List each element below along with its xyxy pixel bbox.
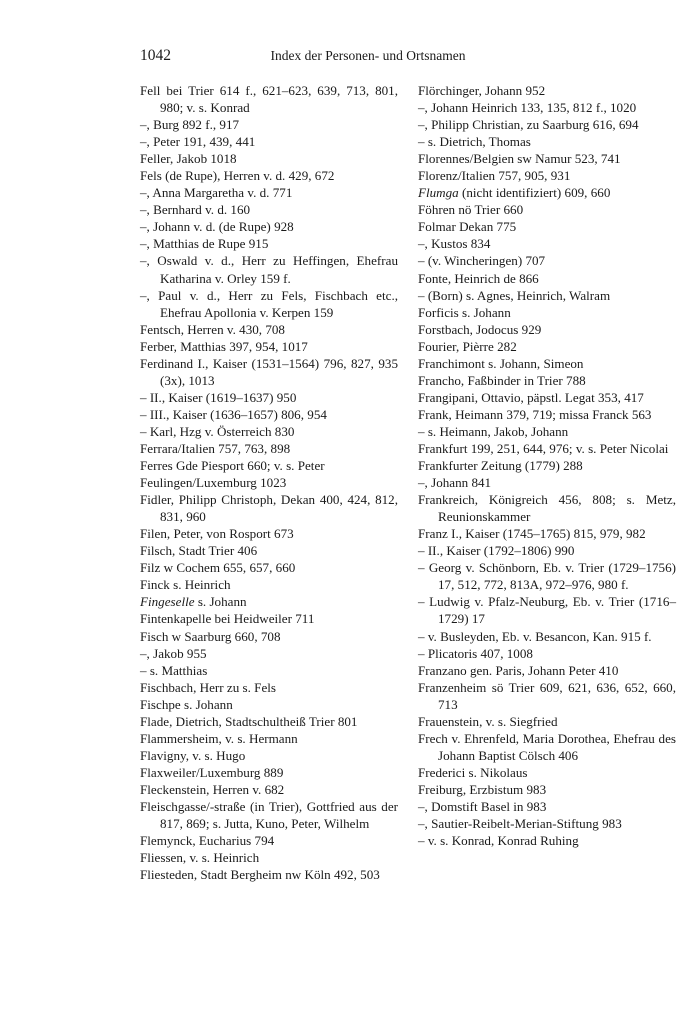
- index-entry: [140, 747, 398, 764]
- index-entry: [140, 406, 398, 423]
- index-entry-text: Fidler, Philipp Christoph, Dekan 400, 424, 812, 831, 960: [140, 492, 398, 525]
- index-entry: [418, 798, 676, 815]
- index-entry: [418, 593, 676, 627]
- index-entry-text: Freiburg, Erzbistum 983: [418, 781, 547, 797]
- index-entry: [418, 406, 676, 423]
- index-entry-text: –, Anna Margaretha v. d. 771: [140, 185, 293, 201]
- index-entry-text: – (v. Wincheringen) 707: [418, 253, 546, 269]
- index-entry: [418, 457, 676, 474]
- index-entry-text: Fischbach, Herr zu s. Fels: [140, 679, 277, 695]
- index-entry: [140, 832, 398, 849]
- index-entry: [418, 133, 676, 150]
- index-entry-text: Frank, Heimann 379, 719; missa Franck 563: [418, 406, 652, 422]
- index-entry-text: Franzenheim sö Trier 609, 621, 636, 652, 660, 713: [418, 679, 676, 712]
- index-entry: [140, 542, 398, 559]
- index-entry: [418, 662, 676, 679]
- page-number: 1042: [140, 47, 171, 64]
- index-entry: [140, 201, 398, 218]
- index-entry: [418, 645, 676, 662]
- index-entry-text: Fischpe s. Johann: [140, 696, 233, 712]
- index-entry: [418, 423, 676, 440]
- index-entry-text: Fliessen, v. s. Heinrich: [140, 850, 260, 866]
- index-entry: [140, 457, 398, 474]
- index-entry: [140, 218, 398, 235]
- index-entry-text: Feulingen/Luxemburg 1023: [140, 475, 287, 491]
- index-entry-text: Fleckenstein, Herren v. 682: [140, 781, 285, 797]
- index-entry-text: Forficis s. Johann: [418, 304, 511, 320]
- index-entry-text: Frangipani, Ottavio, päpstl. Legat 353, 417: [418, 389, 644, 405]
- index-entry: [140, 474, 398, 491]
- index-entry: [418, 679, 676, 713]
- index-entry-text: Franchimont s. Johann, Simeon: [418, 355, 584, 371]
- index-entry: [140, 679, 398, 696]
- index-entry: [418, 82, 676, 99]
- index-entry-text: – III., Kaiser (1636–1657) 806, 954: [140, 406, 327, 422]
- index-entry-text: s. Johann: [194, 594, 247, 610]
- index-entry: [418, 218, 676, 235]
- index-entry-italic-term: Flumga: [418, 185, 459, 201]
- index-entry: [418, 491, 676, 525]
- index-column-right: [418, 82, 676, 849]
- index-entry-text: – Ludwig v. Pfalz-Neuburg, Eb. v. Trier (1716–1729) 17: [418, 594, 676, 627]
- index-entry: [418, 116, 676, 133]
- index-entry-text: Forstbach, Jodocus 929: [418, 321, 542, 337]
- index-entry: [140, 730, 398, 747]
- index-entry: [418, 559, 676, 593]
- index-entry: [140, 713, 398, 730]
- index-entry: [140, 82, 398, 116]
- index-entry-text: Florennes/Belgien sw Namur 523, 741: [418, 151, 621, 167]
- index-entry-text: – II., Kaiser (1792–1806) 990: [418, 543, 575, 559]
- index-entry: [140, 576, 398, 593]
- index-entry: [418, 150, 676, 167]
- index-entry: [418, 764, 676, 781]
- index-entry-text: Filz w Cochem 655, 657, 660: [140, 560, 296, 576]
- index-entry-text: –, Bernhard v. d. 160: [140, 202, 251, 218]
- index-entry-text: Flörchinger, Johann 952: [418, 83, 546, 98]
- index-entry-text: Frech v. Ehrenfeld, Maria Dorothea, Ehefrau des Johann Baptist Cölsch 406: [418, 730, 676, 763]
- index-entry: [418, 525, 676, 542]
- index-entry: [140, 440, 398, 457]
- index-entry-text: – Plicatoris 407, 1008: [418, 645, 533, 661]
- index-entry-text: Franzano gen. Paris, Johann Peter 410: [418, 662, 619, 678]
- index-entry: [140, 645, 398, 662]
- index-entry-text: Frankreich, Königreich 456, 808; s. Metz, Reunionskammer: [418, 492, 676, 525]
- index-entry: [418, 730, 676, 764]
- index-entry-text: Flaxweiler/Luxemburg 889: [140, 764, 284, 780]
- index-entry-text: Ferrara/Italien 757, 763, 898: [140, 440, 291, 456]
- index-entry: [140, 662, 398, 679]
- index-entry-text: Frankfurt 199, 251, 644, 976; v. s. Peter Nicolai: [418, 440, 669, 456]
- index-entry: [418, 338, 676, 355]
- index-entry-text: –, Johann 841: [418, 475, 492, 491]
- index-entry-text: – Georg v. Schönborn, Eb. v. Trier (1729–1756) 17, 512, 772, 813A, 972–976, 980 f.: [418, 560, 676, 593]
- index-entry: [140, 696, 398, 713]
- index-entry-text: Filen, Peter, von Rosport 673: [140, 526, 294, 542]
- index-entry-text: Flemynck, Eucharius 794: [140, 833, 275, 849]
- index-entry: [140, 287, 398, 321]
- index-entry-text: Ferdinand I., Kaiser (1531–1564) 796, 827, 935 (3x), 1013: [140, 355, 398, 388]
- index-entry: [418, 321, 676, 338]
- index-entry: [418, 355, 676, 372]
- index-entry-text: – v. s. Konrad, Konrad Ruhing: [418, 833, 579, 849]
- index-entry: [418, 167, 676, 184]
- index-entry-text: Ferber, Matthias 397, 954, 1017: [140, 338, 308, 354]
- index-entry-text: – s. Matthias: [140, 662, 208, 678]
- index-entry-text: Finck s. Heinrich: [140, 577, 231, 593]
- index-entry: [418, 542, 676, 559]
- index-column-left: [140, 82, 398, 883]
- index-entry-text: Francho, Faßbinder in Trier 788: [418, 372, 586, 388]
- index-entry-text: – Karl, Hzg v. Österreich 830: [140, 423, 295, 439]
- index-entry: [418, 389, 676, 406]
- index-entry: [418, 270, 676, 287]
- running-title: Index der Personen- und Ortsnamen: [270, 48, 466, 63]
- index-entry-text: Fels (de Rupe), Herren v. d. 429, 672: [140, 168, 335, 184]
- index-entry-text: Feller, Jakob 1018: [140, 151, 237, 167]
- index-entry-text: Ferres Gde Piesport 660; v. s. Peter: [140, 458, 325, 474]
- index-entry-text: –, Burg 892 f., 917: [140, 117, 240, 133]
- index-entry: [418, 815, 676, 832]
- index-entry: [418, 372, 676, 389]
- index-entry: [418, 99, 676, 116]
- index-entry-text: Frederici s. Nikolaus: [418, 764, 528, 780]
- index-entry-text: Frankfurter Zeitung (1779) 288: [418, 458, 583, 474]
- index-entry: [418, 628, 676, 645]
- index-entry: [140, 150, 398, 167]
- index-entry: [418, 184, 676, 201]
- index-entry-text: Fell bei Trier 614 f., 621–623, 639, 713, 801, 980; v. s. Konrad: [140, 83, 398, 116]
- index-entry: [418, 304, 676, 321]
- index-entry: [418, 235, 676, 252]
- index-entry: [140, 133, 398, 150]
- index-entry: [140, 764, 398, 781]
- index-entry: [140, 184, 398, 201]
- index-entry-text: – v. Busleyden, Eb. v. Besancon, Kan. 915 f.: [418, 628, 652, 644]
- index-entry: [140, 321, 398, 338]
- index-entry-text: Fourier, Pièrre 282: [418, 338, 517, 354]
- index-entry: [140, 355, 398, 389]
- index-entry-italic-term: Fingeselle: [140, 594, 195, 610]
- index-entry: [140, 491, 398, 525]
- index-entry: [140, 559, 398, 576]
- index-entry: [140, 235, 398, 252]
- index-entry-text: Föhren nö Trier 660: [418, 202, 524, 218]
- index-entry: [140, 781, 398, 798]
- index-entry-text: Flade, Dietrich, Stadtschultheiß Trier 801: [140, 713, 358, 729]
- index-entry-text: –, Philipp Christian, zu Saarburg 616, 694: [418, 117, 639, 133]
- index-entry-text: –, Sautier-Reibelt-Merian-Stiftung 983: [418, 816, 622, 832]
- index-entry-text: (nicht identifiziert) 609, 660: [458, 185, 611, 201]
- index-entry-text: Flammersheim, v. s. Hermann: [140, 730, 298, 746]
- index-entry-text: – (Born) s. Agnes, Heinrich, Walram: [418, 287, 611, 303]
- index-entry-text: Fintenkapelle bei Heidweiler 711: [140, 611, 315, 627]
- index-entry: [140, 593, 398, 610]
- index-entry-text: Franz I., Kaiser (1745–1765) 815, 979, 982: [418, 526, 646, 542]
- index-entry-text: – II., Kaiser (1619–1637) 950: [140, 389, 297, 405]
- index-entry-text: –, Domstift Basel in 983: [418, 798, 547, 814]
- index-entry-text: –, Paul v. d., Herr zu Fels, Fischbach etc., Ehefrau Apollonia v. Kerpen 159: [140, 287, 398, 320]
- index-entry-text: – s. Dietrich, Thomas: [418, 134, 531, 150]
- index-entry-text: –, Matthias de Rupe 915: [140, 236, 269, 252]
- index-entry-text: Fentsch, Herren v. 430, 708: [140, 321, 285, 337]
- index-entry-text: Folmar Dekan 775: [418, 219, 517, 235]
- index-entry: [140, 167, 398, 184]
- index-entry: [140, 628, 398, 645]
- index-entry: [418, 713, 676, 730]
- index-entry-text: –, Peter 191, 439, 441: [140, 134, 256, 150]
- index-entry: [418, 440, 676, 457]
- index-entry-text: Frauenstein, v. s. Siegfried: [418, 713, 558, 729]
- index-entry-text: Fonte, Heinrich de 866: [418, 270, 539, 286]
- index-entry-text: Fliesteden, Stadt Bergheim nw Köln 492, 503: [140, 867, 380, 883]
- index-entry-text: – s. Heimann, Jakob, Johann: [418, 423, 569, 439]
- index-entry-text: –, Johann Heinrich 133, 135, 812 f., 1020: [418, 100, 637, 116]
- index-entry-text: Flavigny, v. s. Hugo: [140, 747, 246, 763]
- index-entry-text: Filsch, Stadt Trier 406: [140, 543, 258, 559]
- index-entry: [140, 423, 398, 440]
- index-entry: [418, 287, 676, 304]
- index-entry: [140, 849, 398, 866]
- index-entry-text: –, Kustos 834: [418, 236, 491, 252]
- index-entry: [418, 474, 676, 491]
- index-entry: [140, 252, 398, 286]
- index-entry: [140, 389, 398, 406]
- page-header: [0, 47, 700, 69]
- index-entry: [418, 252, 676, 269]
- index-entry-text: Florenz/Italien 757, 905, 931: [418, 168, 571, 184]
- index-entry-text: –, Johann v. d. (de Rupe) 928: [140, 219, 294, 235]
- index-entry-text: Fleischgasse/-straße (in Trier), Gottfried aus der 817, 869; s. Jutta, Kuno, Peter, Wilhelm: [140, 798, 398, 832]
- index-entry-text: –, Jakob 955: [140, 645, 207, 661]
- index-entry-text: –, Oswald v. d., Herr zu Heffingen, Ehefrau Katharina v. Orley 159 f.: [140, 253, 398, 286]
- index-entry: [140, 525, 398, 542]
- index-entry: [140, 338, 398, 355]
- index-entry-text: Fisch w Saarburg 660, 708: [140, 628, 281, 644]
- index-entry: [140, 798, 398, 832]
- index-entry: [418, 781, 676, 798]
- index-entry: [140, 610, 398, 627]
- index-entry: [418, 832, 676, 849]
- index-entry: [418, 201, 676, 218]
- index-entry: [140, 116, 398, 133]
- index-entry: [140, 866, 398, 883]
